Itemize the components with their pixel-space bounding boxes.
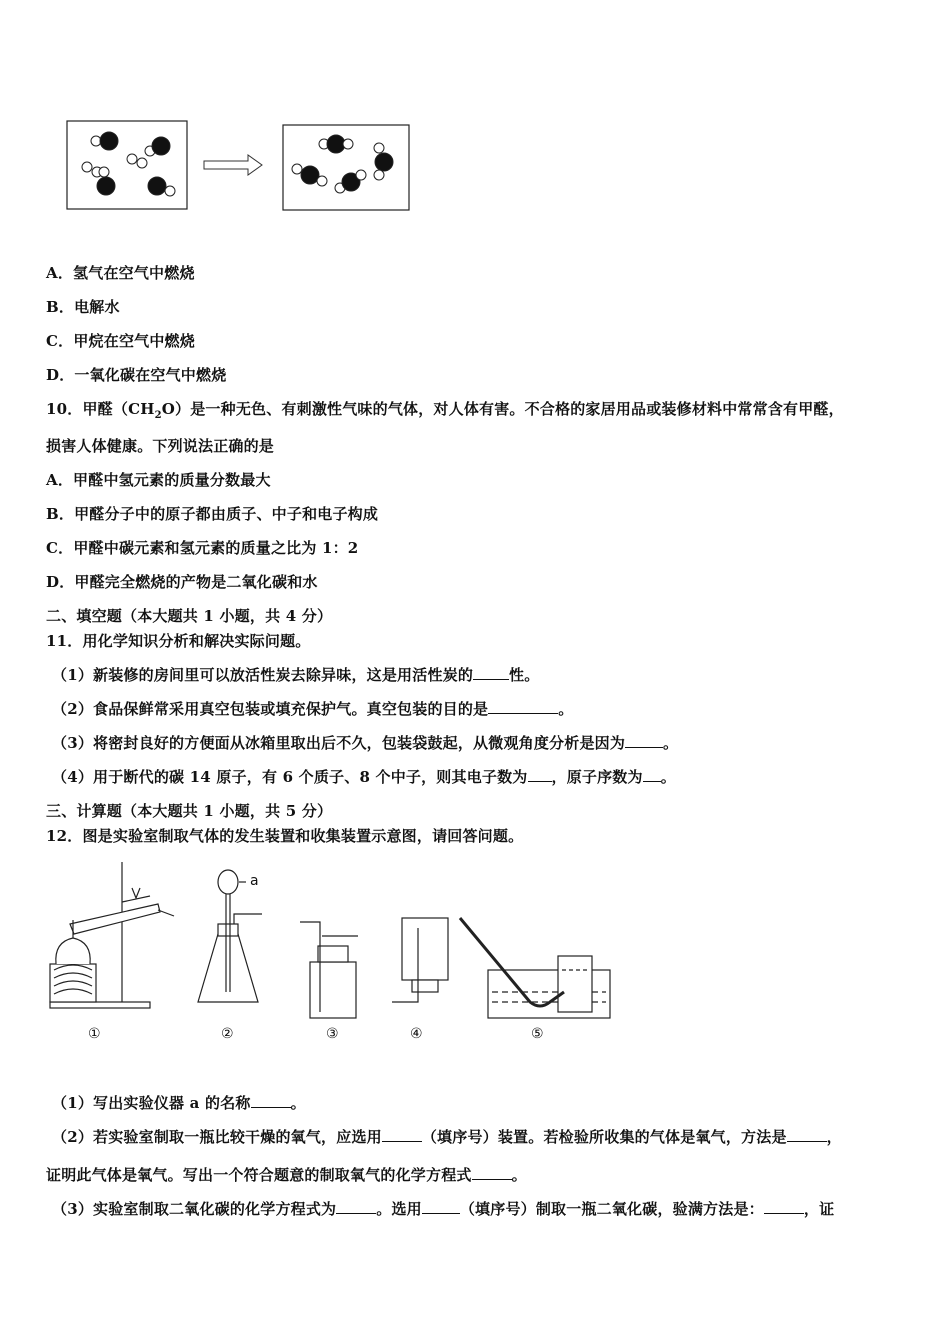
answer-blank[interactable] [643, 769, 661, 782]
answer-blank[interactable] [787, 1129, 827, 1142]
lab-apparatus-figure [40, 852, 620, 1032]
q9-option-c: C．甲烷在空气中燃烧 [46, 332, 195, 350]
q12-part3: （3）实验室制取二氧化碳的化学方程式为 。选用 （填序号）制取一瓶二氧化碳，验满方法是： ，证 [52, 1200, 835, 1218]
answer-blank[interactable] [382, 1129, 422, 1142]
q10-option-b: B．甲醛分子中的原子都由质子、中子和电子构成 [46, 505, 379, 523]
apparatus-number-2: ② [221, 1026, 234, 1042]
apparatus-number-1: ① [88, 1026, 101, 1042]
answer-blank[interactable] [528, 769, 552, 782]
apparatus-1-heating-setup [50, 862, 174, 1008]
reaction-arrow [204, 155, 262, 175]
apparatus-label-a: a [250, 873, 259, 889]
q11-part2: （2）食品保鲜常采用真空包装或填充保护气。真空包装的目的是 。 [52, 700, 574, 718]
apparatus-number-3: ③ [326, 1026, 339, 1042]
answer-blank[interactable] [764, 1201, 804, 1214]
q11-part1: （1）新装修的房间里可以放活性炭去除异味，这是用活性炭的 性。 [52, 666, 540, 684]
answer-blank[interactable] [488, 701, 558, 714]
answer-blank[interactable] [422, 1201, 460, 1214]
q12-part2: （2）若实验室制取一瓶比较干燥的氧气，应选用 （填序号）装置。若检验所收集的气体是氧气，方法是 ， [52, 1128, 842, 1146]
answer-blank[interactable] [472, 1167, 512, 1180]
q10-option-d: D．甲醛完全燃烧的产物是二氧化碳和水 [46, 573, 318, 591]
reaction-diagram [60, 115, 420, 220]
q12-part2-line2: 证明此气体是氧气。写出一个符合题意的制取氧气的化学方程式 。 [46, 1166, 527, 1184]
product-molecules [292, 135, 393, 193]
q11-part4: （4）用于断代的碳 14 原子，有 6 个质子、8 个中子，则其电子数为 ，原子序数为 。 [52, 768, 676, 786]
q12-part1: （1）写出实验仪器 a 的名称 。 [52, 1094, 306, 1112]
section-heading-fill-in: 二、填空题（本大题共 1 小题，共 4 分） [46, 607, 333, 625]
section-heading-calculation: 三、计算题（本大题共 1 小题，共 5 分） [46, 802, 333, 820]
q11-stem: 11．用化学知识分析和解决实际问题。 [46, 632, 311, 650]
q10-stem-line2: 损害人体健康。下列说法正确的是 [46, 437, 275, 455]
q10-option-c: C．甲醛中碳元素和氢元素的质量之比为 1：2 [46, 539, 359, 557]
q11-part3: （3）将密封良好的方便面从冰箱里取出后不久，包装袋鼓起，从微观角度分析是因为 。 [52, 734, 679, 752]
q9-option-b: B．电解水 [46, 298, 120, 316]
answer-blank[interactable] [336, 1201, 376, 1214]
q9-option-a: A．氢气在空气中燃烧 [46, 264, 195, 282]
q10-option-a: A．甲醛中氢元素的质量分数最大 [46, 471, 271, 489]
answer-blank[interactable] [473, 667, 509, 680]
apparatus-4-collecting-bottle-down [392, 918, 448, 1002]
reactant-molecules [82, 132, 175, 196]
apparatus-3-collecting-bottle-up [300, 922, 358, 1018]
apparatus-number-5: ⑤ [531, 1026, 544, 1042]
q12-stem: 12．图是实验室制取气体的发生装置和收集装置示意图，请回答问题。 [46, 827, 524, 845]
apparatus-number-4: ④ [410, 1026, 423, 1042]
apparatus-5-water-trough [460, 918, 610, 1018]
q9-option-d: D．一氧化碳在空气中燃烧 [46, 366, 227, 384]
q10-stem: 10．甲醛$(CH_2O)$是一种无色、有刺激性气味的气体，对人体有害。不合格的家居用品或装修材料中常常含有甲醛， [46, 400, 844, 421]
answer-blank[interactable] [625, 735, 663, 748]
answer-blank[interactable] [251, 1095, 291, 1108]
apparatus-2-flask-with-funnel [198, 870, 262, 1002]
